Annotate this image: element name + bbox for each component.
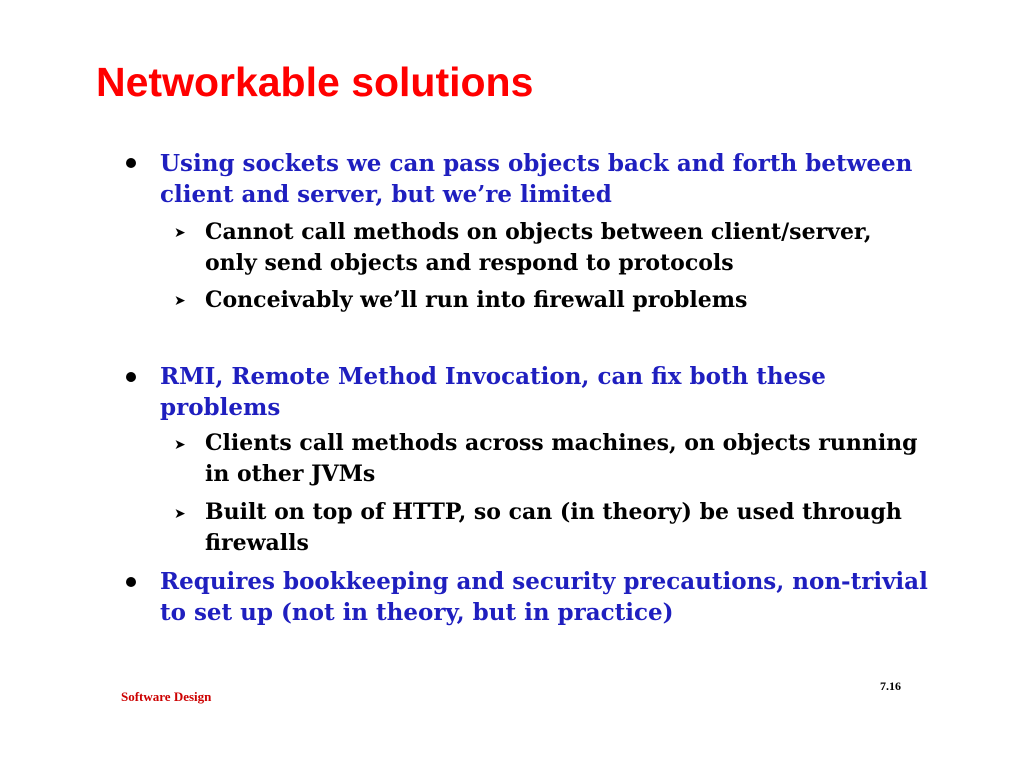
sub-bullet-1-2: Conceivably we’ll run into firewall problems <box>205 287 748 313</box>
slide-title: Networkable solutions <box>96 59 534 105</box>
bullet-3: Requires bookkeeping and security precautions, non-trivial to set up (not in theory, but in practice) <box>160 568 928 626</box>
sub-bullet-1-1: Cannot call methods on objects between client/server, only send objects and respond to protocols <box>205 219 872 276</box>
sub-bullet-2-2: Built on top of HTTP, so can (in theory) be used through firewalls <box>205 499 902 556</box>
footer-course-name: Software Design <box>121 689 212 704</box>
sub-bullet-2-1: Clients call methods across machines, on objects running in other JVMs <box>205 430 918 487</box>
bullet-1: Using sockets we can pass objects back and forth between client and server, but we’re limited <box>160 150 913 208</box>
arrow-bullet-icon: ➤ <box>174 506 186 522</box>
bullet-dot-icon <box>126 577 136 587</box>
bullet-2: RMI, Remote Method Invocation, can fix both these problems <box>160 363 826 421</box>
bullet-dot-icon <box>126 372 136 382</box>
arrow-bullet-icon: ➤ <box>174 437 186 453</box>
arrow-bullet-icon: ➤ <box>174 225 186 241</box>
footer-page-number: 7.16 <box>880 679 901 693</box>
arrow-bullet-icon: ➤ <box>174 293 186 309</box>
bullet-dot-icon <box>126 158 136 168</box>
